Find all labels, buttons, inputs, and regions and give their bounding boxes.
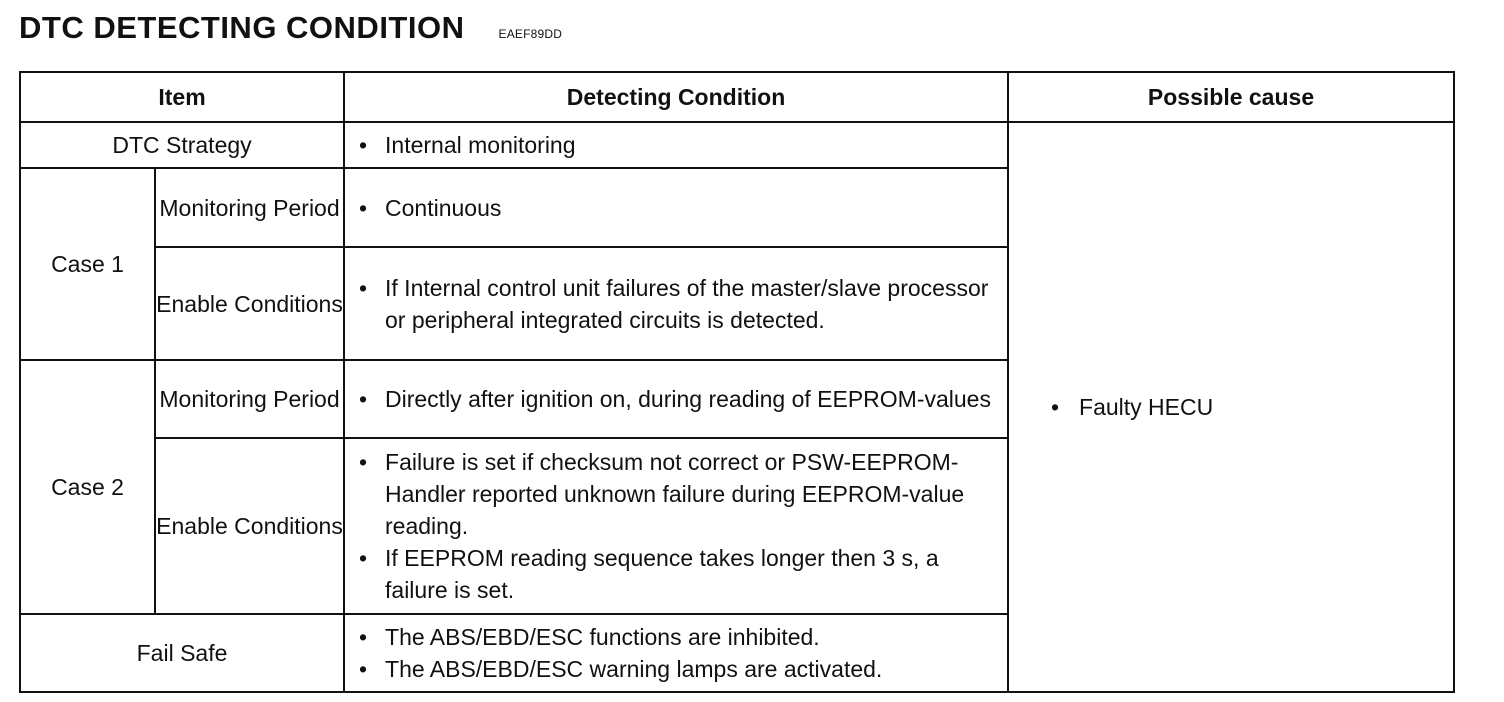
case1-monitoring-list (345, 192, 1007, 224)
case2-enable-item-2: • If EEPROM reading sequence takes longer then 3 s, a failure is set. (385, 542, 997, 606)
header-item: Item (20, 72, 344, 122)
case2-enable-item-1: • Failure is set if checksum not correct or PSW-EEPROM-Handler reported unknown failure during EEPROM-value reading. (385, 446, 997, 542)
dtc-table (19, 71, 1455, 693)
case2-enable-list (345, 446, 1007, 606)
failsafe-cell (344, 614, 1008, 692)
case2-monitoring-item: • Directly after ignition on, during reading of EEPROM-values (385, 383, 997, 415)
case1-label: Case 1 (20, 168, 155, 360)
case1-monitoring-cell (344, 168, 1008, 247)
header-cause: Possible cause (1008, 72, 1454, 122)
case1-enable-list (345, 272, 1007, 336)
case2-monitoring-label: Monitoring Period (155, 360, 344, 438)
failsafe-item-1: • The ABS/EBD/ESC functions are inhibited. (385, 621, 997, 653)
cause-cell (1008, 122, 1454, 692)
title-row (19, 10, 562, 54)
case1-monitoring-item: • Continuous (385, 192, 997, 224)
cause-item: • Faulty HECU (1079, 391, 1453, 423)
case2-monitoring-cell (344, 360, 1008, 438)
strategy-condition-list (345, 129, 1007, 161)
page-title: DTC DETECTING CONDITION (19, 10, 465, 45)
failsafe-list (345, 621, 1007, 685)
case1-enable-label: Enable Conditions (155, 247, 344, 360)
case1-monitoring-label: Monitoring Period (155, 168, 344, 247)
strategy-condition-item: • Internal monitoring (385, 129, 997, 161)
header-condition: Detecting Condition (344, 72, 1008, 122)
case2-label: Case 2 (20, 360, 155, 614)
document-code: EAEF89DD (498, 27, 563, 41)
strategy-label: DTC Strategy (20, 122, 344, 168)
case1-enable-cell (344, 247, 1008, 360)
cause-list (1009, 391, 1453, 423)
failsafe-item-2: • The ABS/EBD/ESC warning lamps are activated. (385, 653, 997, 685)
case1-enable-item: • If Internal control unit failures of the master/slave processor or peripheral integrated circuits is detected. (385, 272, 997, 336)
case2-enable-cell (344, 438, 1008, 614)
case2-enable-label: Enable Conditions (155, 438, 344, 614)
row-strategy (20, 122, 1454, 168)
case2-monitoring-list (345, 383, 1007, 415)
header-row (20, 72, 1454, 122)
strategy-condition-cell (344, 122, 1008, 168)
failsafe-label: Fail Safe (20, 614, 344, 692)
